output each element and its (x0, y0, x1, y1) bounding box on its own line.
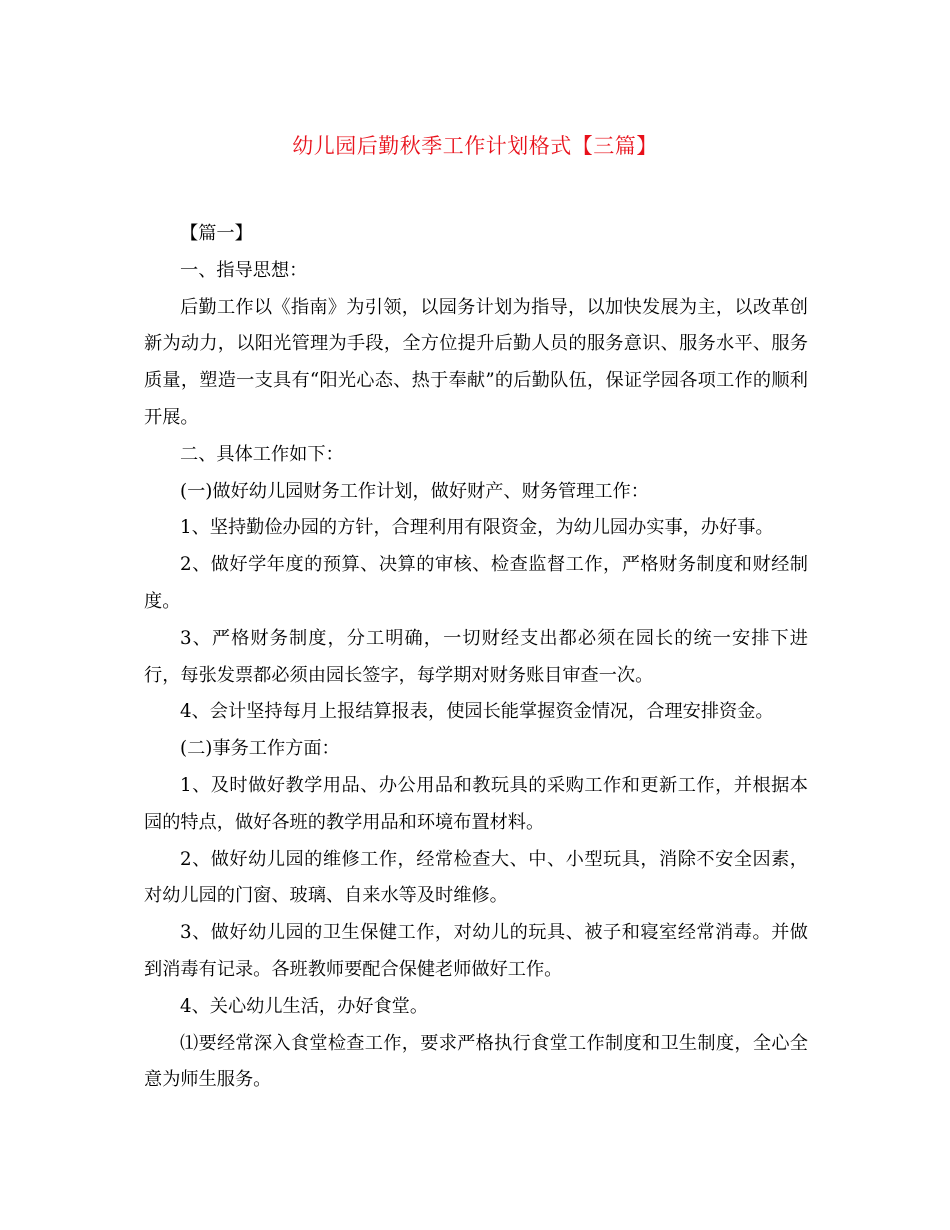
list-item-affairs-3: 3、做好幼儿园的卫生保健工作，对幼儿的玩具、被子和寝室经常消毒。并做到消毒有记录。各班教师要配合保健老师做好工作。 (144, 922, 808, 980)
subheading-finance: (一)做好幼儿园财务工作计划，做好财产、财务管理工作： (180, 480, 649, 502)
paragraph-guiding-ideology: 后勤工作以《指南》为引领，以园务计划为指导，以加快发展为主，以改革创新为动力，以阳光管理为手段，全方位提升后勤人员的服务意识、服务水平、服务质量，塑造一支具有“阳光心态、热于奉献”的后勤队伍，保证学园各项工作的顺利开展。 (144, 296, 808, 428)
list-item-finance-3: 3、严格财务制度，分工明确，一切财经支出都必须在园长的统一安排下进行，每张发票都必须由园长签字，每学期对财务账目审查一次。 (144, 627, 808, 686)
subheading-affairs: (二)事务工作方面： (180, 738, 340, 760)
list-item-canteen-1: ⑴要经常深入食堂检查工作，要求严格执行食堂工作制度和卫生制度，全心全意为师生服务。 (144, 1032, 808, 1091)
document-body (144, 216, 808, 1099)
list-item-finance-4: 4、会计坚持每月上报结算报表，使园长能掌握资金情况，合理安排资金。 (180, 701, 774, 723)
heading-specific-work: 二、具体工作如下： (180, 443, 344, 465)
section-heading: 【篇一】 (180, 223, 253, 244)
list-item-affairs-4: 4、关心幼儿生活，办好食堂。 (180, 995, 429, 1017)
list-item-finance-2: 2、做好学年度的预算、决算的审核、检查监督工作，严格财务制度和财经制度。 (144, 554, 808, 612)
list-item-affairs-1: 1、及时做好教学用品、办公用品和教玩具的采购工作和更新工作，并根据本园的特点，做好各班的教学用品和环境布置材料。 (144, 774, 808, 833)
heading-guiding-ideology: 一、指导思想： (180, 259, 308, 281)
list-item-affairs-2: 2、做好幼儿园的维修工作，经常检查大、中、小型玩具，消除不安全因素，对幼儿园的门窗、玻璃、自来水等及时维修。 (144, 848, 808, 907)
document-title: 幼儿园后勤秋季工作计划格式【三篇】 (292, 134, 658, 158)
list-item-finance-1: 1、坚持勤俭办园的方针，合理利用有限资金，为幼儿园办实事，办好事。 (180, 517, 774, 539)
